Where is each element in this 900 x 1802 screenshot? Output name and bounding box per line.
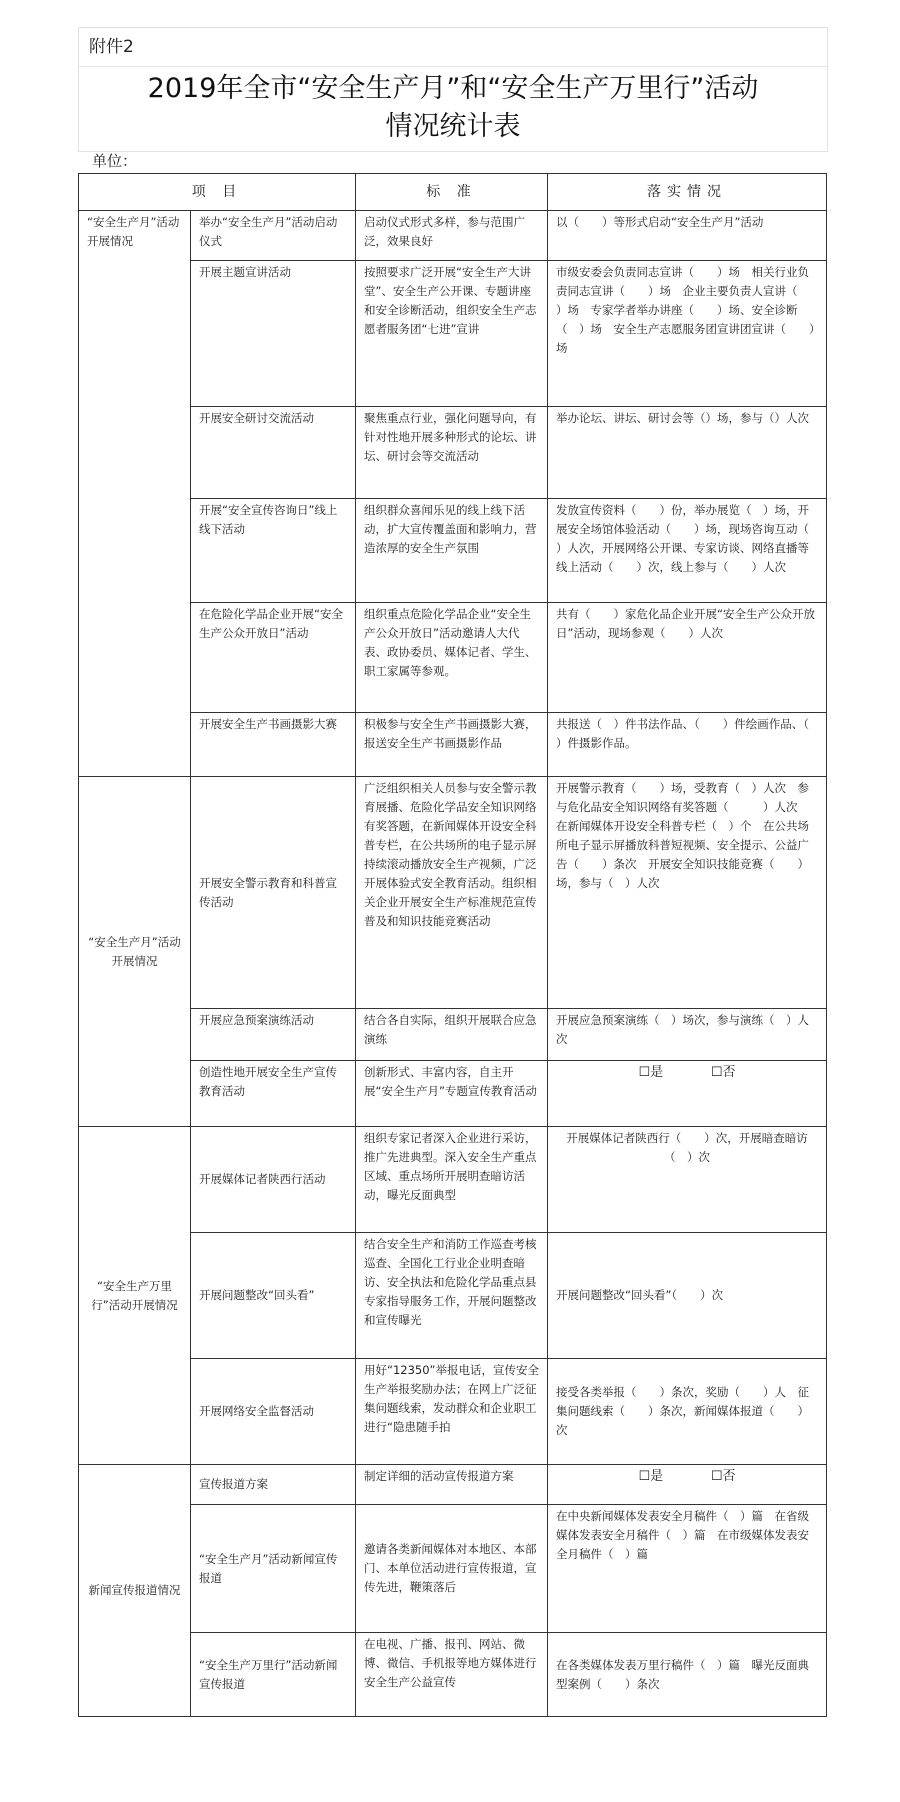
title-line-1: 2019年全市“安全生产月”和“安全生产万里行”活动: [147, 73, 759, 104]
standard-cell: 在电视、广播、报刊、网站、微博、微信、手机报等地方媒体进行安全生产公益宣传: [356, 1633, 548, 1717]
table-row: [79, 1009, 827, 1061]
table-row: [79, 499, 827, 603]
item-cell: “安全生产万里行”活动新闻宣传报道: [191, 1633, 356, 1717]
standard-cell: 创新形式、丰富内容，自主开展“安全生产月”专题宣传教育活动: [356, 1061, 548, 1127]
status-cell: 共报送（ ）件书法作品、（ ）件绘画作品、（ ）件摄影作品。: [548, 713, 827, 777]
standard-cell: 组织专家记者深入企业进行采访，推广先进典型。深入安全生产重点区域、重点场所开展明查暗访活动，曝光反面典型: [356, 1127, 548, 1233]
status-cell: 市级安委会负责同志宣讲（ ）场 相关行业负责同志宣讲（ ）场 企业主要负责人宣讲（ ）场 专家学者举办讲座（ ）场、安全诊断（ ）场 安全生产志愿服务团宣讲团宣讲（ ）场: [548, 261, 827, 407]
item-cell: 开展安全生产书画摄影大赛: [191, 713, 356, 777]
standard-cell: 组织重点危险化学品企业“安全生产公众开放日”活动邀请人大代表、政协委员、媒体记者、学生、职工家属等参观。: [356, 603, 548, 713]
table-row: [79, 1633, 827, 1717]
status-cell: 接受各类举报（ ）条次，奖励（ ）人 征集问题线索（ ）条次，新闻媒体报道（ ）次: [548, 1359, 827, 1465]
yes-checkbox[interactable]: ☐是: [638, 1469, 664, 1484]
item-cell: 开展主题宣讲活动: [191, 261, 356, 407]
category-cell: “安全生产月”活动开展情况: [79, 211, 191, 777]
table-row: [79, 603, 827, 713]
status-cell: 发放宣传资料（ ）份，举办展览（ ）场，开展安全场馆体验活动（ ）场，现场咨询互动（ ）人次，开展网络公开课、专家访谈、网络直播等线上活动（ ）次，线上参与（ ）人次: [548, 499, 827, 603]
standard-cell: 组织群众喜闻乐见的线上线下活动，扩大宣传覆盖面和影响力，营造浓厚的安全生产氛围: [356, 499, 548, 603]
standard-cell: 广泛组织相关人员参与安全警示教育展播、危险化学品安全知识网络有奖答题，在新闻媒体开设安全科普专栏，在公共场所的电子显示屏持续滚动播放安全生产视频，广泛开展体验式安全教育活动。组织相关企业开展安全生产标准规范宣传普及和知识技能竞赛活动: [356, 777, 548, 1009]
standard-cell: 积极参与安全生产书画摄影大赛，报送安全生产书画摄影作品: [356, 713, 548, 777]
table-row: [79, 1127, 827, 1233]
table-row: [79, 1465, 827, 1505]
item-cell: “安全生产月”活动新闻宣传报道: [191, 1505, 356, 1633]
document-header: [78, 27, 828, 152]
item-cell: 创造性地开展安全生产宣传教育活动: [191, 1061, 356, 1127]
table-row: [79, 1061, 827, 1127]
yes-checkbox[interactable]: ☐是: [638, 1065, 664, 1080]
item-cell: 开展网络安全监督活动: [191, 1359, 356, 1465]
status-cell: 共有（ ）家危化品企业开展“安全生产公众开放日”活动，现场参观（ ）人次: [548, 603, 827, 713]
item-cell: 开展问题整改“回头看”: [191, 1233, 356, 1359]
standard-cell: 启动仪式形式多样，参与范围广泛，效果良好: [356, 211, 548, 261]
unit-label: 单位：: [92, 152, 138, 170]
no-checkbox[interactable]: ☐否: [710, 1469, 736, 1484]
standard-cell: 结合各自实际，组织开展联合应急演练: [356, 1009, 548, 1061]
status-cell: 举办论坛、讲坛、研讨会等（）场，参与（）人次: [548, 407, 827, 499]
table-row: [79, 1359, 827, 1465]
category-cell: “安全生产月”活动开展情况: [79, 777, 191, 1127]
status-cell: 在各类媒体发表万里行稿件（ ）篇 曝光反面典型案例（ ）条次: [548, 1633, 827, 1717]
item-cell: 开展安全研讨交流活动: [191, 407, 356, 499]
standard-cell: 聚焦重点行业，强化问题导向，有针对性地开展多种形式的论坛、讲坛、研讨会等交流活动: [356, 407, 548, 499]
header-item: 项 目: [79, 174, 356, 211]
status-cell: [548, 1061, 827, 1127]
item-cell: 开展安全警示教育和科普宣传活动: [191, 777, 356, 1009]
status-cell: 以（ ）等形式启动“安全生产月”活动: [548, 211, 827, 261]
status-cell: 开展媒体记者陕西行（ ）次，开展暗查暗访（ ）次: [548, 1127, 827, 1233]
title-line-2: 情况统计表: [385, 111, 521, 142]
header-status: 落实情况: [548, 174, 827, 211]
statistics-table: [78, 173, 833, 1717]
item-cell: 举办“安全生产月”活动启动仪式: [191, 211, 356, 261]
standard-cell: 制定详细的活动宣传报道方案: [356, 1465, 548, 1505]
standard-cell: 用好“12350”举报电话，宣传安全生产举报奖励办法；在网上广泛征集问题线索，发动群众和企业职工进行“隐患随手拍: [356, 1359, 548, 1465]
table-row: [79, 1233, 827, 1359]
document-title: [79, 67, 827, 151]
category-cell: 新闻宣传报道情况: [79, 1465, 191, 1717]
item-cell: 宣传报道方案: [191, 1465, 356, 1505]
table-row: [79, 1505, 827, 1633]
item-cell: 在危险化学品企业开展“安全生产公众开放日”活动: [191, 603, 356, 713]
category-cell: “安全生产万里行”活动开展情况: [79, 1127, 191, 1465]
attachment-label: 附件2: [79, 28, 827, 67]
table-row: [79, 713, 827, 777]
status-cell: 在中央新闻媒体发表安全月稿件（ ）篇 在省级媒体发表安全月稿件（ ）篇 在市级媒体发表安全月稿件（ ）篇: [548, 1505, 827, 1633]
table-header-row: [79, 174, 827, 211]
standard-cell: 邀请各类新闻媒体对本地区、本部门、本单位活动进行宣传报道，宣传先进，鞭策落后: [356, 1505, 548, 1633]
table-row: [79, 261, 827, 407]
item-cell: 开展“安全宣传咨询日”线上线下活动: [191, 499, 356, 603]
header-standard: 标 准: [356, 174, 548, 211]
status-cell: 开展问题整改“回头看”（ ）次: [548, 1233, 827, 1359]
status-cell: 开展警示教育（ ）场，受教育（ ）人次 参与危化品安全知识网络有奖答题（ ）人次 在新闻媒体开设安全科普专栏（ ）个 在公共场所电子显示屏播放科普短视频、安全提示、公益广告（ ）条次 开展安全知识技能竞赛（ ）场，参与（ ）人次: [548, 777, 827, 1009]
table-row: [79, 777, 827, 1009]
status-cell: [548, 1465, 827, 1505]
standard-cell: 结合安全生产和消防工作巡查考核巡查、全国化工行业企业明查暗访、安全执法和危险化学品重点县专家指导服务工作，开展问题整改和宣传曝光: [356, 1233, 548, 1359]
table-row: [79, 407, 827, 499]
item-cell: 开展媒体记者陕西行活动: [191, 1127, 356, 1233]
table-row: [79, 211, 827, 261]
item-cell: 开展应急预案演练活动: [191, 1009, 356, 1061]
standard-cell: 按照要求广泛开展“安全生产大讲堂”、安全生产公开课、专题讲座和安全诊断活动，组织安全生产志愿者服务团“七进”宣讲: [356, 261, 548, 407]
no-checkbox[interactable]: ☐否: [710, 1065, 736, 1080]
status-cell: 开展应急预案演练（ ）场次，参与演练（ ）人次: [548, 1009, 827, 1061]
